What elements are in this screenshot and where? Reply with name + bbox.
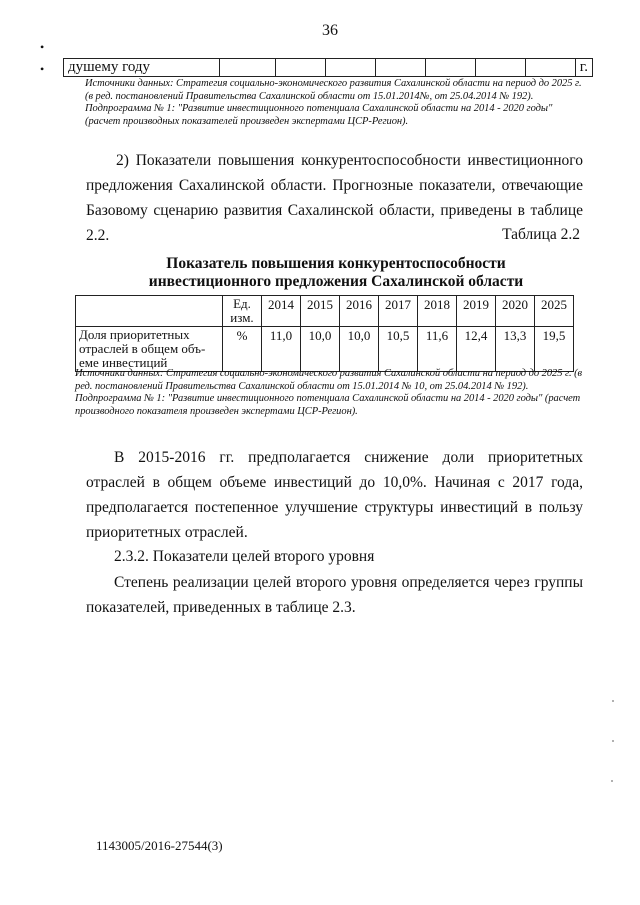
previous-table-fragment (63, 58, 593, 77)
header-empty-cell (76, 296, 223, 327)
fragment-cell (425, 59, 475, 77)
scan-artifact (612, 700, 614, 702)
row-value: 11,0 (262, 327, 301, 372)
scan-artifact (611, 780, 613, 782)
margin-bullet-2: • (40, 62, 45, 76)
source-note-1: Источники данных: Стратегия социально-экономического развития Сахалинской области на период до 2025 г. (в ред. постановлений Правительства Сахалинской области от 15.01.2014№, от 25.04.2014 № 192). Подпрограмма № 1: "Развитие инвестиционного потенциала Сахалинской области на 2014 - 2020 годы" (расчет производных показателей произведен экспертами ЦСР-Регион). (85, 78, 582, 127)
fragment-left-cell: душему году (64, 59, 220, 77)
row-value: 13,3 (496, 327, 535, 372)
table-title: Показатель повышения конкурентоспособности инвестиционного предложения Сахалинской области (148, 255, 524, 290)
table-row (76, 327, 574, 372)
page-number: 36 (322, 22, 338, 39)
header-year: 2015 (301, 296, 340, 327)
indicator-table (75, 295, 574, 372)
scan-artifact (612, 740, 614, 742)
header-year: 2016 (340, 296, 379, 327)
fragment-cell (220, 59, 276, 77)
header-year: 2019 (457, 296, 496, 327)
fragment-right-cell: г. (575, 59, 592, 77)
fragment-cell (475, 59, 525, 77)
row-value: 10,5 (379, 327, 418, 372)
header-year: 2020 (496, 296, 535, 327)
source-note-2: Источники данных: Стратегия социально-экономического развития Сахалинской области на период до 2025 г. (в ред. постановлений Правительства Сахалинской области от 15.01.2014 № 10, от 25.04.2014 № 192). Подпрограмма № 1: "Развитие инвестиционного потенциала Сахалинской области на 2014 - 2020 годы" (расчет производного показателя произведен экспертами ЦСР-Регион). (75, 368, 583, 417)
row-value: 10,0 (340, 327, 379, 372)
paragraph-second-level-goals: Степень реализации целей второго уровня определяется через группы показателей, приведенных в таблице 2.3. (86, 574, 583, 616)
header-year: 2018 (418, 296, 457, 327)
fragment-cell (525, 59, 575, 77)
row-unit: % (223, 327, 262, 372)
fragment-cell (276, 59, 326, 77)
row-label: Доля приоритетных отраслей в общем объ-еме инвестиций (76, 327, 223, 372)
header-unit: Ед. изм. (223, 296, 262, 327)
header-year: 2017 (379, 296, 418, 327)
document-code: 1143005/2016-27544(3) (96, 838, 223, 853)
row-value: 11,6 (418, 327, 457, 372)
fragment-cell (376, 59, 426, 77)
row-value: 19,5 (535, 327, 574, 372)
table-caption: Таблица 2.2 (502, 226, 580, 243)
paragraph-priority-sectors: В 2015-2016 гг. предполагается снижение доли приоритетных отраслей в общем объеме инвестиций до 10,0%. Начиная с 2017 года, предполагается постепенное улучшение структуры инвестиций в пользу приоритетных отраслей. (86, 449, 583, 541)
paragraph-investment-competitiveness: 2) Показатели повышения конкурентоспособности инвестиционного предложения Сахалинской области. Прогнозные показатели, отвечающие Базовому сценарию развития Сахалинской области, приведены в таблице 2.2. (86, 152, 583, 244)
row-value: 12,4 (457, 327, 496, 372)
header-year: 2014 (262, 296, 301, 327)
margin-bullet-1: • (40, 40, 45, 54)
table-header-row (76, 296, 574, 327)
subheading-second-level-goals: 2.3.2. Показатели целей второго уровня (114, 548, 375, 565)
header-year: 2025 (535, 296, 574, 327)
fragment-cell (326, 59, 376, 77)
row-value: 10,0 (301, 327, 340, 372)
